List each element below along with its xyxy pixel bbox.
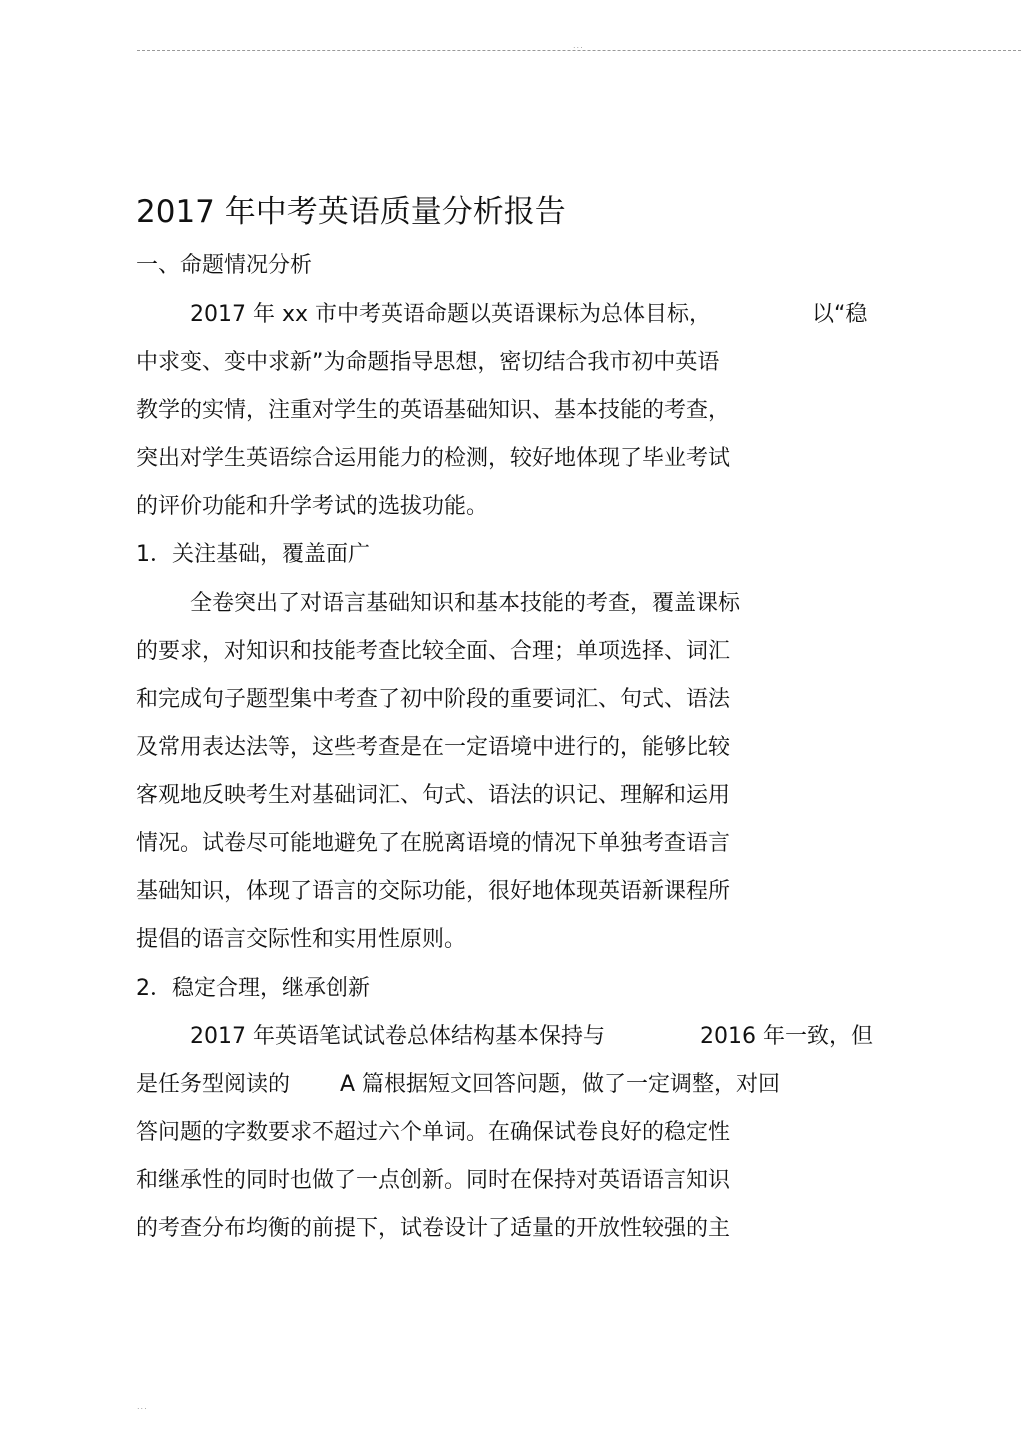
paragraph-line: 情况。试卷尽可能地避免了在脱离语境的情况下单独考查语言 — [136, 831, 731, 856]
subsection-heading: 2．稳定合理，继承创新 — [136, 976, 370, 1001]
header-mark: ... — [573, 41, 584, 50]
paragraph-line: 中求变、变中求新”为命题指导思想，密切结合我市初中英语 — [136, 350, 720, 375]
paragraph-line: 客观地反映考生对基础词汇、句式、语法的识记、理解和运用 — [136, 783, 731, 808]
paragraph-line: 2017 年英语笔试试卷总体结构基本保持与 — [190, 1024, 605, 1049]
paragraph-line: 和完成句子题型集中考查了初中阶段的重要词汇、句式、语法 — [136, 687, 731, 712]
paragraph-line-tail: 2016 年一致，但 — [700, 1024, 873, 1049]
paragraph-line: 全卷突出了对语言基础知识和基本技能的考查，覆盖课标 — [190, 591, 741, 616]
paragraph-line-tail: 以“稳 — [812, 302, 868, 327]
paragraph-line: 2017 年 xx 市中考英语命题以英语课标为总体目标， — [190, 302, 712, 327]
paragraph-line: 突出对学生英语综合运用能力的检测，较好地体现了毕业考试 — [136, 446, 731, 471]
document-title: 2017 年中考英语质量分析报告 — [136, 194, 566, 230]
section-heading: 一、命题情况分析 — [136, 253, 313, 278]
paragraph-line: 提倡的语言交际性和实用性原则。 — [136, 927, 467, 952]
paragraph-line: 的评价功能和升学考试的选拔功能。 — [136, 494, 489, 519]
paragraph-line: 教学的实情，注重对学生的英语基础知识、基本技能的考查， — [136, 398, 731, 423]
paragraph-line: 的考查分布均衡的前提下，试卷设计了适量的开放性较强的主 — [136, 1216, 731, 1241]
paragraph-line: 答问题的字数要求不超过六个单词。在确保试卷良好的稳定性 — [136, 1120, 731, 1145]
paragraph-line-tail: A 篇根据短文回答问题，做了一定调整，对回 — [340, 1072, 781, 1097]
paragraph-line: 的要求，对知识和技能考查比较全面、合理；单项选择、词汇 — [136, 639, 731, 664]
paragraph-line: 及常用表达法等，这些考查是在一定语境中进行的，能够比较 — [136, 735, 731, 760]
subsection-heading: 1．关注基础，覆盖面广 — [136, 542, 370, 567]
paragraph-line: 和继承性的同时也做了一点创新。同时在保持对英语语言知识 — [136, 1168, 731, 1193]
header-rule — [137, 50, 1021, 51]
paragraph-line: 是任务型阅读的 — [136, 1072, 291, 1097]
footer-mark: ... — [137, 1402, 148, 1411]
paragraph-line: 基础知识，体现了语言的交际功能，很好地体现英语新课程所 — [136, 879, 731, 904]
